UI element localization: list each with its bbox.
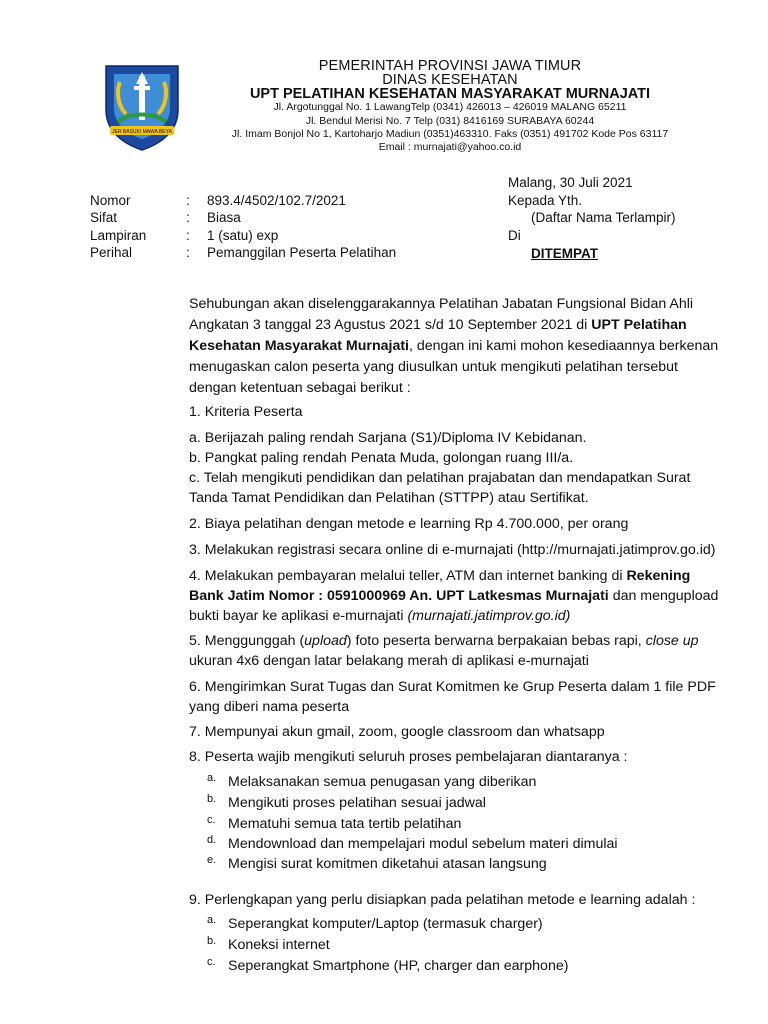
field-colon: : [186,228,190,243]
field-value-lampiran: 1 (satu) exp [207,228,279,243]
field-label-nomor: Nomor [90,193,131,208]
field-label-sifat: Sifat [90,210,118,225]
intro-line-4: menugaskan calon peserta yang diusulkan untuk mengikuti pelatihan tersebut [189,359,678,375]
point-5-line-1: 5. Menggunggah (upload) foto peserta berwarna berpakaian bebas rapi, close up [189,633,699,649]
point-7: 7. Mempunyai akun gmail, zoom, google classroom dan whatsapp [189,724,605,740]
point-1a: a. Berijazah paling rendah Sarjana (S1)/Diploma IV Kebidanan. [189,430,587,446]
intro-line-1: Sehubungan akan diselenggarakannya Pelatihan Jabatan Fungsional Bidan Ahli [189,296,694,312]
east-java-emblem-logo [100,62,184,152]
point-8-item-letter: a. [207,772,217,784]
point-1b: b. Pangkat paling rendah Penata Muda, golongan ruang III/a. [189,450,574,466]
point-8-item: Melaksanakan semua penugasan yang diberikan [228,774,537,790]
intro-line-5: dengan ketentuan sebagai berikut : [189,380,411,396]
point-1c-line-2: Tanda Tamat Pendidikan dan Pelatihan (STTPP) atau Sertifikat. [189,490,589,506]
field-value-perihal: Pemanggilan Peserta Pelatihan [207,245,397,260]
point-6-line-2: yang diberi nama peserta [189,699,350,715]
point-9-item-letter: a. [207,914,217,926]
point-8-item-letter: c. [207,814,216,826]
point-4-line-2: Bank Jatim Nomor : 0591000969 An. UPT Latkesmas Murnajati dan mengupload [189,588,719,604]
point-2: 2. Biaya pelatihan dengan metode e learning Rp 4.700.000, per orang [189,516,629,532]
field-colon: : [186,210,190,225]
point-6-line-1: 6. Mengirimkan Surat Tugas dan Surat Komitmen ke Grup Peserta dalam 1 file PDF [189,679,716,695]
logo-motto: JER BASUKI MAWA BEYA [112,129,172,135]
header-institution: UPT PELATIHAN KESEHATAN MASYARAKAT MURNAJATI [249,86,651,102]
letter-date: Malang, 30 Juli 2021 [508,175,633,190]
point-8-item: Mendownload dan mempelajari modul sebelum materi dimulai [228,836,618,852]
header-email: Email : murnajati@yahoo.co.id [378,141,522,153]
field-label-lampiran: Lampiran [90,228,147,243]
header-department: DINAS KESEHATAN [382,72,518,88]
point-9-item: Seperangkat Smartphone (HP, charger dan earphone) [228,958,569,974]
point-8-item-letter: b. [207,793,217,805]
point-8-item: Mengisi surat komitmen diketahui atasan langsung [228,856,547,872]
header-address-surabaya: Jl. Bendul Merisi No. 7 Telp (031) 8416169 SURABAYA 60244 [305,115,595,127]
point-8-item-letter: e. [207,854,217,866]
point-9-heading: 9. Perlengkapan yang perlu disiapkan pada pelatihan metode e learning adalah : [189,892,696,908]
recipient-label: Kepada Yth. [508,193,583,208]
field-label-perihal: Perihal [90,245,133,260]
point-8-item: Mematuhi semua tata tertib pelatihan [228,816,462,832]
point-9-item: Koneksi internet [228,937,330,953]
point-3: 3. Melakukan registrasi secara online di e-murnajati (http://murnajati.jatimprov.go.id) [189,542,716,558]
header-address-malang: Jl. Argotunggal No. 1 LawangTelp (0341) 426013 – 426019 MALANG 65211 [273,101,627,113]
recipient-place: DITEMPAT [531,246,598,261]
recipient-di: Di [508,228,521,243]
point-5-line-2: ukuran 4x6 dengan latar belakang merah di aplikasi e-murnajati [189,653,589,669]
point-8-item: Mengikuti proses pelatihan sesuai jadwal [228,795,486,811]
point-1c-line-1: c. Telah mengikuti pendidikan dan pelatihan prajabatan dan mendapatkan Surat [189,470,691,486]
point-9-item: Seperangkat komputer/Laptop (termasuk charger) [228,916,543,932]
field-colon: : [186,245,190,260]
point-8-item-letter: d. [207,834,217,846]
field-value-sifat: Biasa [207,210,241,225]
point-1-heading: 1. Kriteria Peserta [189,404,303,420]
point-9-item-letter: c. [207,956,216,968]
point-4-line-3: bukti bayar ke aplikasi e-murnajati (murnajati.jatimprov.go.id) [189,608,571,624]
intro-line-3: Kesehatan Masyarakat Murnajati, dengan ini kami mohon kesediaannya berkenan [189,338,719,354]
point-4-line-1: 4. Melakukan pembayaran melalui teller, ATM dan internet banking di Rekening [189,568,691,584]
point-9-item-letter: b. [207,935,217,947]
field-colon: : [186,193,190,208]
field-value-nomor: 893.4/4502/102.7/2021 [207,193,346,208]
intro-line-2: Angkatan 3 tanggal 23 Agustus 2021 s/d 10 September 2021 di UPT Pelatihan [189,317,687,333]
recipient-name: (Daftar Nama Terlampir) [531,210,676,225]
header-government: PEMERINTAH PROVINSI JAWA TIMUR [318,58,582,74]
header-address-madiun: Jl. Imam Bonjol No 1, Kartoharjo Madiun (0351)463310. Faks (0351) 491702 Kode Pos 63117 [231,128,669,140]
point-8-heading: 8. Peserta wajib mengikuti seluruh proses pembelajaran diantaranya : [189,749,628,765]
